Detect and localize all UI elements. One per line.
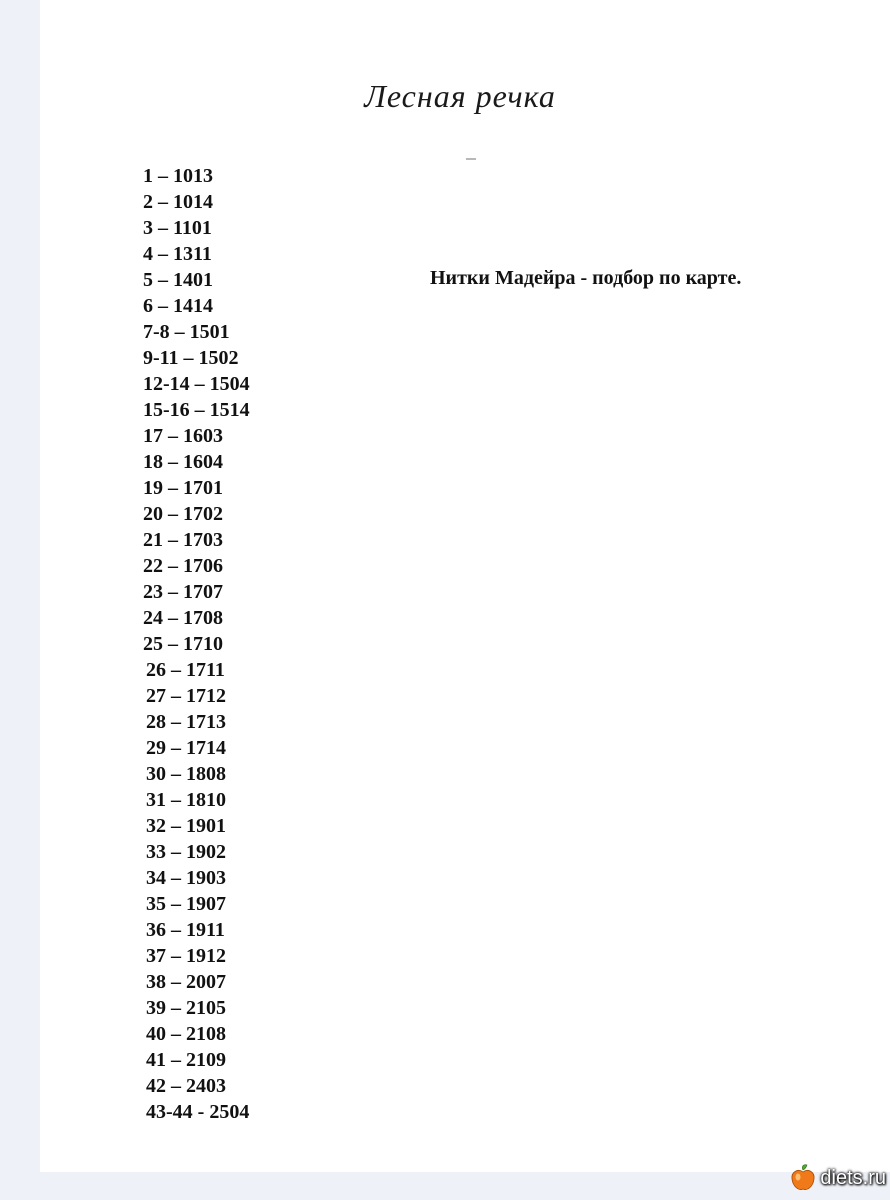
list-item: 26 – 1711 xyxy=(146,659,225,681)
list-item: 24 – 1708 xyxy=(143,607,223,629)
list-item: 33 – 1902 xyxy=(146,841,226,863)
list-item: 12-14 – 1504 xyxy=(143,373,250,395)
apple-icon xyxy=(790,1164,816,1192)
scan-speck xyxy=(466,158,476,160)
list-item: 2 – 1014 xyxy=(143,191,213,213)
list-item: 1 – 1013 xyxy=(143,165,213,187)
list-item: 19 – 1701 xyxy=(143,477,223,499)
list-item: 21 – 1703 xyxy=(143,529,223,551)
list-item: 39 – 2105 xyxy=(146,997,226,1019)
list-item: 9-11 – 1502 xyxy=(143,347,239,369)
watermark-text: diets.ru xyxy=(820,1166,886,1189)
list-item: 30 – 1808 xyxy=(146,763,226,785)
thread-note: Нитки Мадейра - подбор по карте. xyxy=(430,267,742,289)
list-item: 5 – 1401 xyxy=(143,269,213,291)
list-item: 20 – 1702 xyxy=(143,503,223,525)
list-item: 4 – 1311 xyxy=(143,243,212,265)
list-item: 18 – 1604 xyxy=(143,451,223,473)
list-item: 27 – 1712 xyxy=(146,685,226,707)
watermark xyxy=(790,1164,886,1192)
list-item: 29 – 1714 xyxy=(146,737,226,759)
color-code-list xyxy=(143,163,250,1125)
list-item: 37 – 1912 xyxy=(146,945,226,967)
list-item: 43-44 - 2504 xyxy=(146,1101,250,1123)
list-item: 32 – 1901 xyxy=(146,815,226,837)
document-title: Лесная речка xyxy=(364,78,556,114)
list-item: 15-16 – 1514 xyxy=(143,399,250,421)
list-item: 23 – 1707 xyxy=(143,581,223,603)
list-item: 6 – 1414 xyxy=(143,295,213,317)
list-item: 25 – 1710 xyxy=(143,633,223,655)
list-item: 22 – 1706 xyxy=(143,555,223,577)
list-item: 31 – 1810 xyxy=(146,789,226,811)
list-item: 35 – 1907 xyxy=(146,893,226,915)
list-item: 40 – 2108 xyxy=(146,1023,226,1045)
list-item: 34 – 1903 xyxy=(146,867,226,889)
list-item: 3 – 1101 xyxy=(143,217,212,239)
list-item: 42 – 2403 xyxy=(146,1075,226,1097)
list-item: 38 – 2007 xyxy=(146,971,226,993)
list-item: 7-8 – 1501 xyxy=(143,321,230,343)
list-item: 17 – 1603 xyxy=(143,425,223,447)
list-item: 36 – 1911 xyxy=(146,919,225,941)
list-item: 28 – 1713 xyxy=(146,711,226,733)
list-item: 41 – 2109 xyxy=(146,1049,226,1071)
